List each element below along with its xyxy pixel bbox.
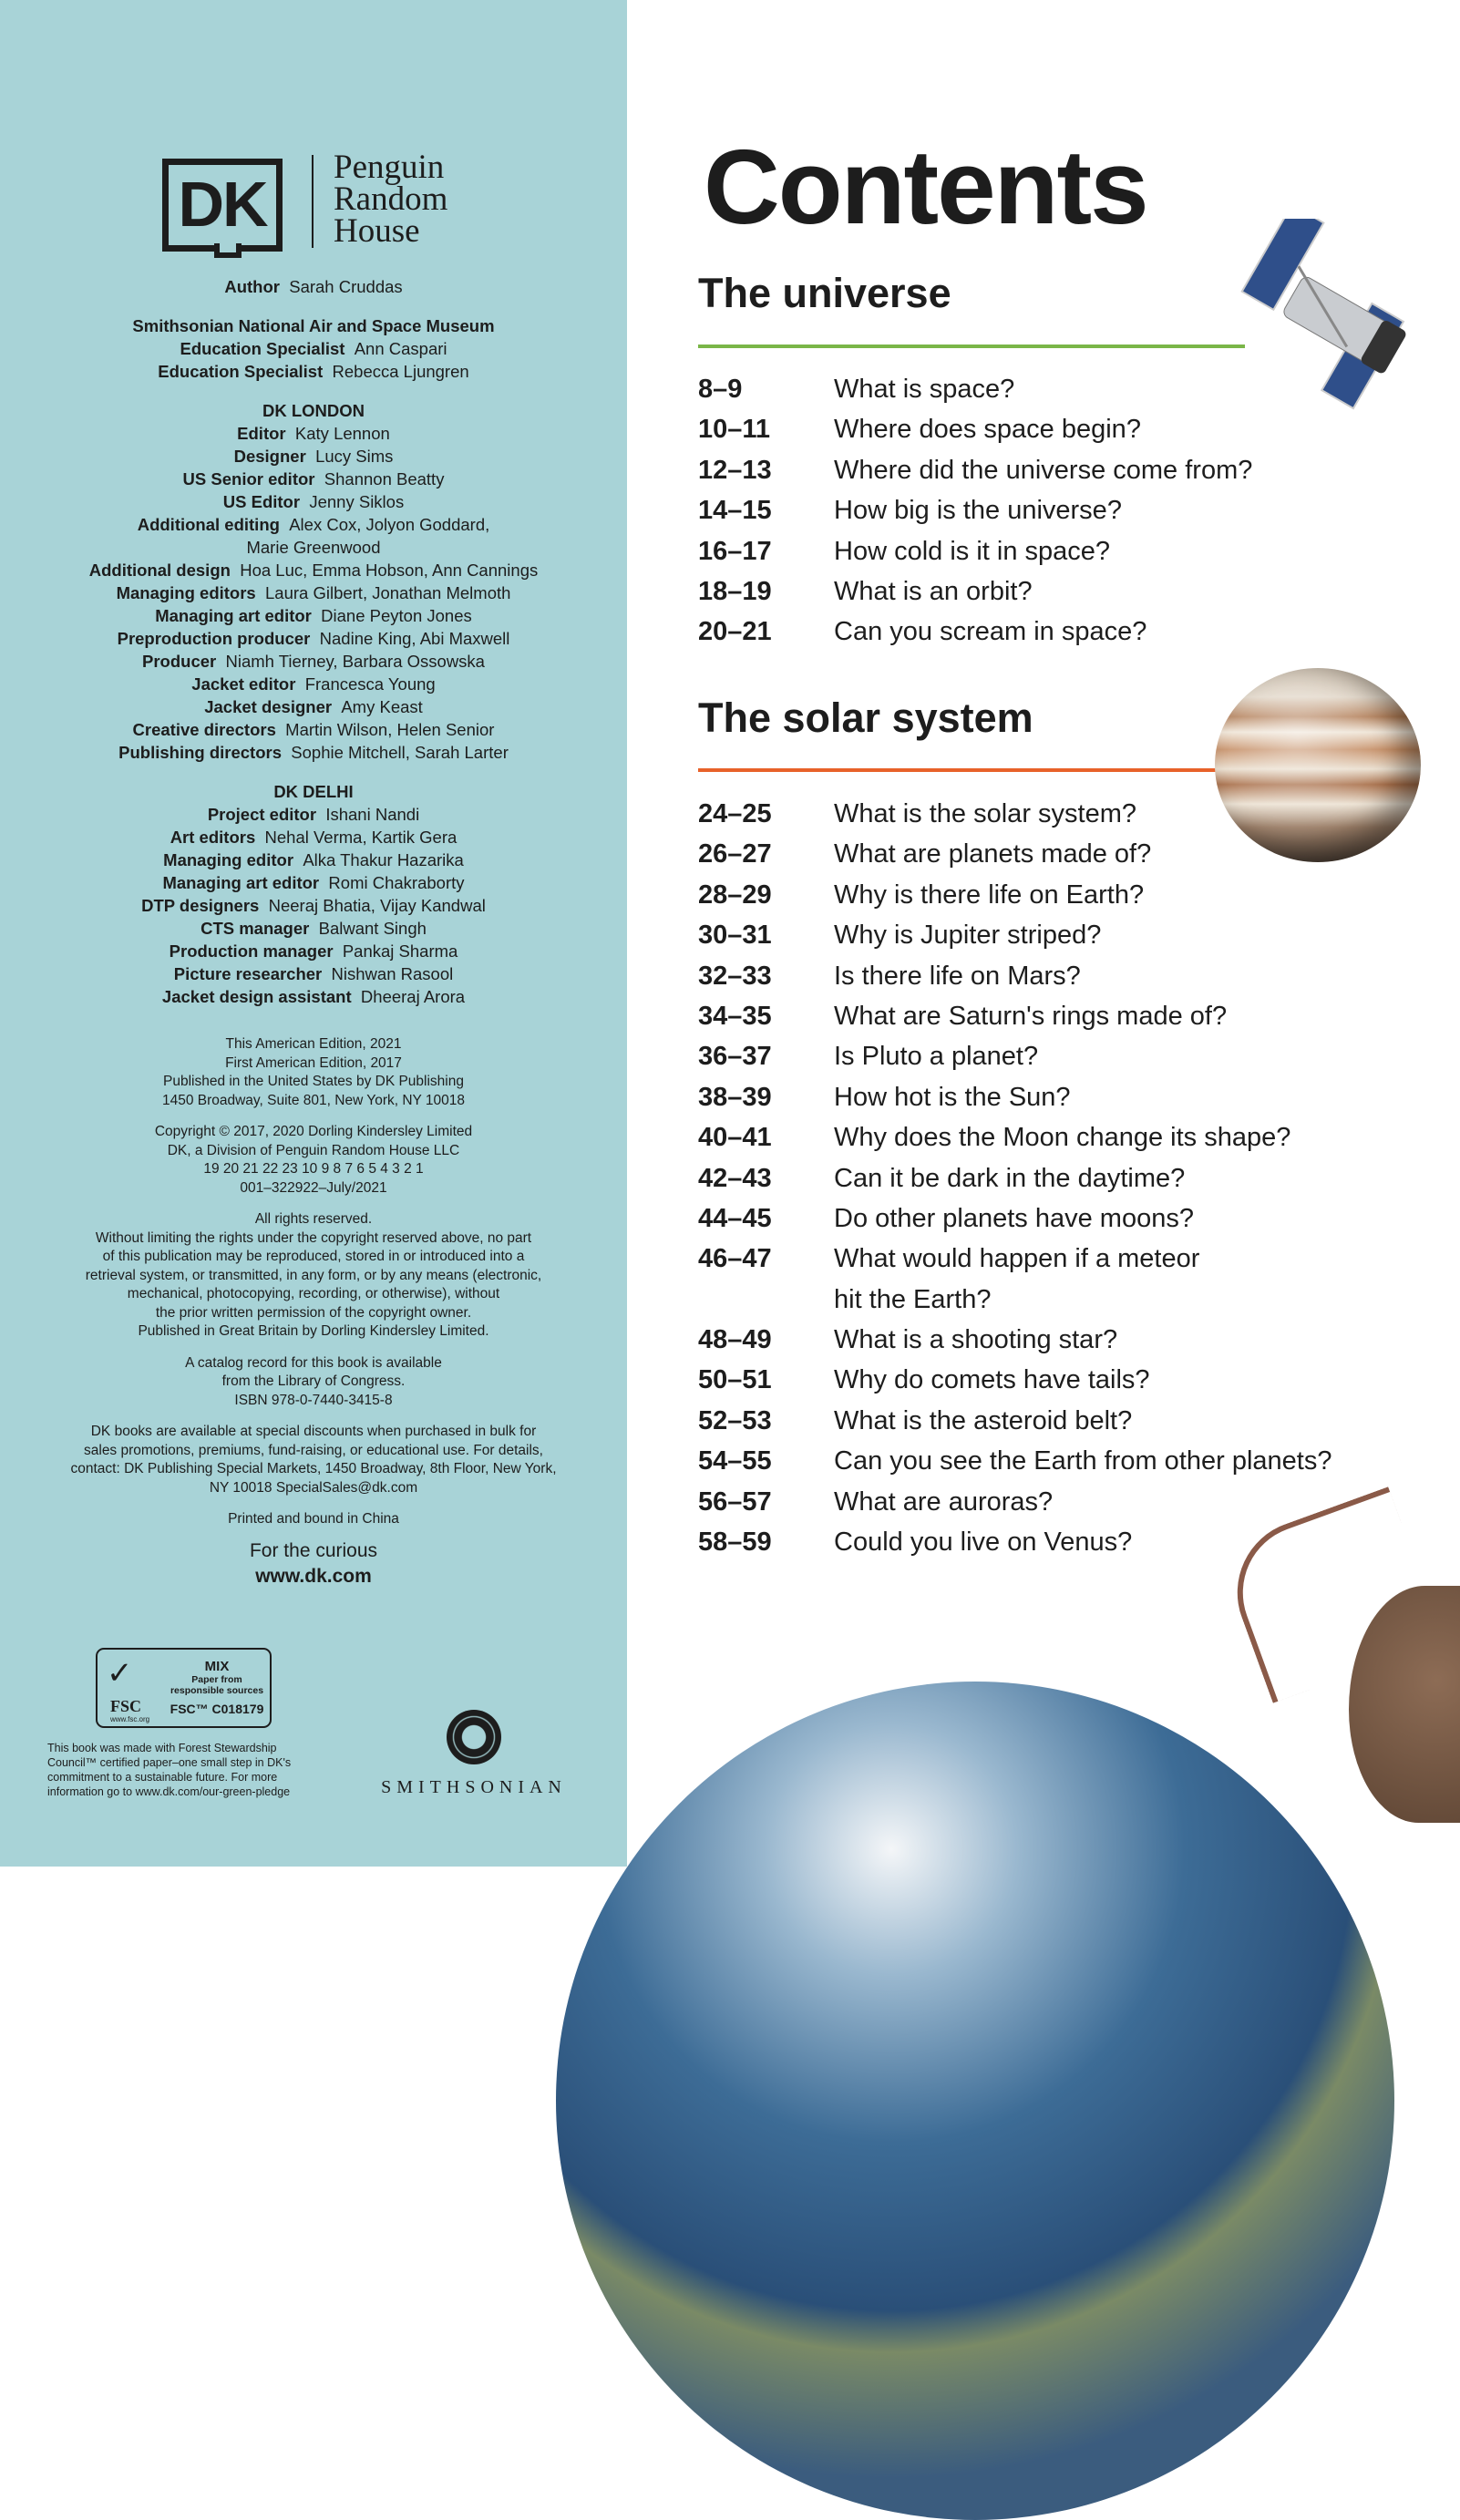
legal-line: mechanical, photocopying, recording, or otherwise), without [127, 1286, 500, 1301]
credit-name: Francesca Young [304, 674, 436, 694]
entry-title-line: Do other planets have moons? [834, 1203, 1194, 1233]
credit-name: Alex Cox, Jolyon Goddard, [289, 515, 490, 534]
toc-entry[interactable] [698, 1158, 1427, 1198]
page-range: 38–39 [698, 1082, 772, 1112]
legal-line: NY 10018 SpecialSales@dk.com [209, 1479, 418, 1496]
toc-entry[interactable] [698, 1401, 1427, 1441]
entry-title-line: What is the solar system? [834, 799, 1136, 828]
page-range: 56–57 [698, 1486, 772, 1517]
fsc-sources: responsible sources [170, 1685, 264, 1696]
entry-title-line: Where did the universe come from? [834, 455, 1253, 485]
legal-line: Published in Great Britain by Dorling Kindersley Limited. [138, 1323, 489, 1339]
credit-name: Amy Keast [341, 697, 423, 716]
fsc-code: FSC™ C018179 [170, 1702, 264, 1716]
credit-role: Jacket design assistant [161, 987, 352, 1006]
entry-title [834, 1198, 1194, 1239]
credits-heading: DK DELHI [273, 782, 354, 801]
toc-entry[interactable] [698, 531, 1427, 571]
credit-role: Publishing directors [118, 743, 282, 762]
credit-line [0, 513, 627, 536]
legal-line: 19 20 21 22 23 10 9 8 7 6 5 4 3 2 1 [203, 1161, 424, 1177]
credit-role: US Editor [222, 492, 301, 511]
page-range: 54–55 [698, 1446, 772, 1476]
page-range: 26–27 [698, 839, 772, 869]
credit-name: Balwant Singh [318, 919, 427, 938]
credit-role: Managing editor [163, 850, 294, 869]
entry-title-line: Why do comets have tails? [834, 1365, 1150, 1395]
credit-role: Preproduction producer [117, 629, 311, 648]
legal-line: This American Edition, 2021 [225, 1036, 402, 1052]
credit-name: Dheeraj Arora [360, 987, 466, 1006]
credit-name: Hoa Luc, Emma Hobson, Ann Cannings [240, 561, 539, 580]
credit-name: Nadine King, Abi Maxwell [319, 629, 510, 648]
toc-entry[interactable] [698, 612, 1427, 652]
credit-role: CTS manager [200, 919, 310, 938]
entry-title [834, 1522, 1132, 1562]
credit-line [0, 468, 627, 490]
tagline: For the curious [249, 1539, 378, 1561]
fsc-note [47, 1741, 321, 1799]
page-range: 52–53 [698, 1405, 772, 1435]
credit-name: Sophie Mitchell, Sarah Larter [291, 743, 509, 762]
credit-name: Shannon Beatty [324, 469, 445, 489]
fsc-logo [96, 1648, 272, 1728]
hubble-telescope-image [1221, 219, 1431, 419]
legal-line: 001–322922–July/2021 [240, 1179, 387, 1196]
page-range: 32–33 [698, 961, 772, 991]
fsc-note-line: commitment to a sustainable future. For more [47, 1771, 278, 1784]
fsc-note-line: information go to www.dk.com/our-green-pledge [47, 1785, 291, 1798]
toc-entry[interactable] [698, 956, 1427, 996]
entry-title [834, 490, 1122, 530]
entry-title-line: Can you see the Earth from other planets? [834, 1446, 1332, 1476]
toc-entry[interactable] [698, 1441, 1427, 1481]
page-range: 14–15 [698, 496, 772, 526]
entry-title [834, 1360, 1150, 1400]
page-range: 12–13 [698, 455, 772, 485]
page-range: 40–41 [698, 1123, 772, 1153]
entry-title [834, 915, 1101, 955]
credit-line [0, 871, 627, 894]
credit-line [0, 673, 627, 695]
toc-entry[interactable] [698, 875, 1427, 915]
toc-entry[interactable] [698, 1360, 1427, 1400]
page-range: 50–51 [698, 1365, 772, 1395]
legal-line: DK books are available at special discounts when purchased in bulk for [90, 1424, 537, 1439]
credit-line [0, 917, 627, 940]
credit-line [0, 803, 627, 826]
legal-line: from the Library of Congress. [221, 1373, 406, 1389]
entry-title [834, 1320, 1117, 1360]
legal-line: Published in the United States by DK Publishing [162, 1074, 464, 1089]
credit-role: Author [224, 277, 280, 296]
credit-name: Lucy Sims [315, 447, 394, 466]
section-rule-universe [698, 345, 1245, 348]
entry-title-line: What is space? [834, 375, 1015, 404]
credit-line [0, 940, 627, 962]
entry-title-line: How hot is the Sun? [834, 1082, 1071, 1112]
entry-title [834, 571, 1033, 612]
toc-entry[interactable] [698, 1036, 1427, 1076]
legal-line: First American Edition, 2017 [225, 1054, 402, 1071]
credit-role: Managing art editor [155, 606, 312, 625]
entry-title [834, 531, 1110, 571]
legal-line: 1450 Broadway, Suite 801, New York, NY 10018 [161, 1092, 466, 1108]
page-range: 30–31 [698, 921, 772, 951]
entry-title-line: hit the Earth? [834, 1284, 992, 1314]
credit-name: Rebecca Ljungren [332, 362, 469, 381]
legal-line: Copyright © 2017, 2020 Dorling Kindersley Limited [154, 1124, 473, 1139]
toc-entry[interactable] [698, 1239, 1427, 1320]
credit-line [0, 849, 627, 871]
credit-name: Ann Caspari [354, 339, 447, 358]
entry-title-line: Is Pluto a planet? [834, 1042, 1039, 1072]
credit-name: Katy Lennon [294, 424, 390, 443]
entry-title-line: What are planets made of? [834, 839, 1152, 869]
credit-name: Romi Chakraborty [328, 873, 465, 892]
entry-title [834, 956, 1081, 996]
page-range: 28–29 [698, 879, 772, 910]
legal-line: the prior written permission of the copyright owner. [155, 1304, 472, 1321]
page-range: 20–21 [698, 617, 772, 647]
smithsonian-sun-icon [447, 1710, 501, 1764]
page-range: 36–37 [698, 1042, 772, 1072]
entry-title-line: Can it be dark in the daytime? [834, 1163, 1186, 1193]
credit-name: Laura Gilbert, Jonathan Melmoth [265, 583, 511, 602]
credit-line [0, 718, 627, 741]
fsc-label: FSC [110, 1697, 142, 1715]
spacer [0, 298, 627, 314]
page-range: 24–25 [698, 799, 772, 828]
entry-title-line: Why is there life on Earth? [834, 879, 1145, 910]
credit-name: Niamh Tierney, Barbara Ossowska [225, 652, 485, 671]
fsc-note-line: This book was made with Forest Stewardship [47, 1742, 277, 1754]
credit-line-cont: Marie Greenwood [246, 538, 381, 557]
section-heading-universe: The universe [698, 270, 951, 316]
credit-line [0, 445, 627, 468]
legal-paragraph [0, 1035, 627, 1110]
credit-role: Production manager [169, 941, 334, 961]
spacer [0, 383, 627, 399]
legal-line: of this publication may be reproduced, stored in or introduced into a [102, 1249, 525, 1264]
entry-title [834, 1117, 1290, 1157]
entry-title-line: What would happen if a meteor [834, 1244, 1200, 1274]
legal-paragraph [0, 1210, 627, 1342]
page-range: 8–9 [698, 375, 743, 404]
entry-title [834, 875, 1144, 915]
earth-image [556, 1682, 1394, 2520]
credit-line [0, 422, 627, 445]
entry-title [834, 1441, 1331, 1481]
credit-line [0, 604, 627, 627]
entry-title-line: How big is the universe? [834, 496, 1122, 526]
credit-name: Nishwan Rasool [331, 964, 454, 983]
entry-title-line: Why does the Moon change its shape? [834, 1123, 1291, 1153]
credit-line [0, 741, 627, 764]
fsc-mix: MIX [204, 1659, 230, 1674]
page-range: 58–59 [698, 1527, 772, 1558]
credit-name: Nehal Verma, Kartik Gera [264, 828, 458, 847]
credit-line [0, 559, 627, 581]
credit-role: Creative directors [132, 720, 276, 739]
credit-line [0, 650, 627, 673]
credit-name: Neeraj Bhatia, Vijay Kandwal [268, 896, 486, 915]
page-range: 34–35 [698, 1001, 772, 1031]
logo-divider [312, 155, 314, 248]
toc-entry[interactable] [698, 450, 1427, 490]
credit-role: Editor [237, 424, 286, 443]
toc-entry[interactable] [698, 915, 1427, 955]
credit-name: Diane Peyton Jones [321, 606, 472, 625]
credit-line [0, 962, 627, 985]
imprint-panel [0, 0, 627, 1867]
entry-title-line: What are auroras? [834, 1486, 1054, 1517]
entry-title-line: Can you scream in space? [834, 617, 1147, 647]
credit-role: Picture researcher [173, 964, 323, 983]
legal-paragraph [0, 1423, 627, 1497]
entry-title [834, 1482, 1053, 1522]
legal-line: sales promotions, premiums, fund-raising, or educational use. For details, [84, 1442, 543, 1458]
page-range: 42–43 [698, 1163, 772, 1193]
credit-line [0, 581, 627, 604]
credit-name: Alka Thakur Hazarika [303, 850, 464, 869]
legal-line: DK, a Division of Penguin Random House LLC [167, 1142, 460, 1158]
legal-line: All rights reserved. [254, 1211, 373, 1227]
credit-line [0, 360, 627, 383]
credit-role: Producer [142, 652, 217, 671]
entry-title [834, 1401, 1132, 1441]
entry-title [834, 996, 1227, 1036]
fsc-note-line: Council™ certified paper–one small step in DK's [47, 1756, 292, 1769]
page-range: 18–19 [698, 576, 772, 606]
toc-entry[interactable] [698, 1117, 1427, 1157]
entry-title-line: What is the asteroid belt? [834, 1405, 1133, 1435]
credit-name: Ishani Nandi [325, 805, 420, 824]
legal-paragraph [0, 1354, 627, 1411]
credits-heading: Smithsonian National Air and Space Museum [132, 316, 495, 335]
toc-solar-system [698, 794, 1427, 1562]
credit-role: Jacket designer [204, 697, 333, 716]
page-title: Contents [704, 128, 1147, 246]
section-heading-solar-system: The solar system [698, 694, 1033, 741]
section-rule-solar-system [698, 768, 1218, 772]
toc-entry[interactable] [698, 1077, 1427, 1117]
entry-title-line: Could you live on Venus? [834, 1527, 1133, 1558]
entry-title-line: Why is Jupiter striped? [834, 921, 1102, 951]
entry-title-line: What is a shooting star? [834, 1325, 1118, 1355]
credit-line [0, 695, 627, 718]
credit-line [0, 337, 627, 360]
credit-role: US Senior editor [182, 469, 315, 489]
entry-title [834, 794, 1136, 834]
entry-title [834, 1036, 1038, 1076]
toc-entry[interactable] [698, 996, 1427, 1036]
dk-penguin-random-house-logo [162, 149, 472, 257]
legal-paragraph [0, 1123, 627, 1198]
wordmark-line: Penguin [334, 149, 445, 186]
legal-line: Without limiting the rights under the copyright reserved above, no part [95, 1229, 532, 1246]
credit-role: Additional design [88, 561, 231, 580]
page-range: 48–49 [698, 1325, 772, 1355]
toc-entry[interactable] [698, 571, 1427, 612]
legal-line: ISBN 978-0-7440-3415-8 [234, 1392, 393, 1408]
toc-entry[interactable] [698, 1198, 1427, 1239]
entry-title-line: What is an orbit? [834, 576, 1033, 606]
credit-line [0, 275, 627, 298]
legal-text [0, 1035, 627, 1589]
entry-title [834, 1158, 1185, 1198]
credit-role: Education Specialist [158, 362, 324, 381]
credit-role: Designer [233, 447, 306, 466]
smithsonian-logo [365, 1710, 583, 1798]
website-link[interactable]: www.dk.com [255, 1565, 372, 1587]
fsc-paper: Paper from [191, 1674, 242, 1685]
wordmark-line: House [334, 212, 420, 250]
credit-line [0, 627, 627, 650]
entry-title-line: Where does space begin? [834, 415, 1141, 445]
toc-entry[interactable] [698, 1320, 1427, 1360]
legal-line: retrieval system, or transmitted, in any form, or by any means (electronic, [85, 1267, 542, 1283]
credit-line [0, 985, 627, 1008]
credit-name: Jenny Siklos [309, 492, 405, 511]
entry-title [834, 450, 1252, 490]
toc-entry[interactable] [698, 490, 1427, 530]
jupiter-image [1215, 668, 1421, 862]
credit-role: Project editor [207, 805, 317, 824]
credit-role: Jacket editor [191, 674, 296, 694]
fsc-tree-icon: ✓ [107, 1656, 133, 1691]
credit-line [0, 894, 627, 917]
page-range: 10–11 [698, 415, 771, 445]
credit-role: Managing art editor [162, 873, 320, 892]
credits-heading: DK LONDON [262, 401, 365, 420]
credit-role: Education Specialist [180, 339, 345, 358]
page-range: 46–47 [698, 1244, 772, 1274]
credit-name: Sarah Cruddas [289, 277, 403, 296]
credits [0, 275, 627, 1008]
legal-line: contact: DK Publishing Special Markets, 1450 Broadway, 8th Floor, New York, [70, 1461, 557, 1476]
credit-line [0, 826, 627, 849]
entry-title-line: What are Saturn's rings made of? [834, 1001, 1228, 1031]
penguin-random-house-wordmark [334, 149, 448, 250]
credit-role: DTP designers [141, 896, 260, 915]
entry-title-line: Is there life on Mars? [834, 961, 1081, 991]
entry-title [834, 369, 1014, 409]
wordmark-line: Random [334, 180, 448, 218]
legal-line: A catalog record for this book is available [185, 1354, 442, 1371]
printed-in: Printed and bound in China [228, 1511, 399, 1527]
dk-logo: DK [162, 159, 283, 252]
credit-role: Managing editors [116, 583, 256, 602]
entry-title [834, 1077, 1071, 1117]
credit-name: Pankaj Sharma [342, 941, 458, 961]
smithsonian-wordmark: SMITHSONIAN [381, 1777, 567, 1797]
entry-title [834, 834, 1151, 874]
entry-title [834, 612, 1146, 652]
fsc-site: www.fsc.org [110, 1715, 150, 1723]
entry-title-line: How cold is it in space? [834, 536, 1111, 566]
credit-role: Art editors [170, 828, 256, 847]
entry-title [834, 409, 1141, 449]
credit-name: Martin Wilson, Helen Senior [285, 720, 495, 739]
credit-role: Additional editing [137, 515, 280, 534]
page-range: 44–45 [698, 1203, 772, 1233]
page-range: 16–17 [698, 536, 772, 566]
credit-line [0, 490, 627, 513]
spacer [0, 764, 627, 780]
entry-title [834, 1239, 1199, 1320]
fsc-details [163, 1659, 271, 1716]
